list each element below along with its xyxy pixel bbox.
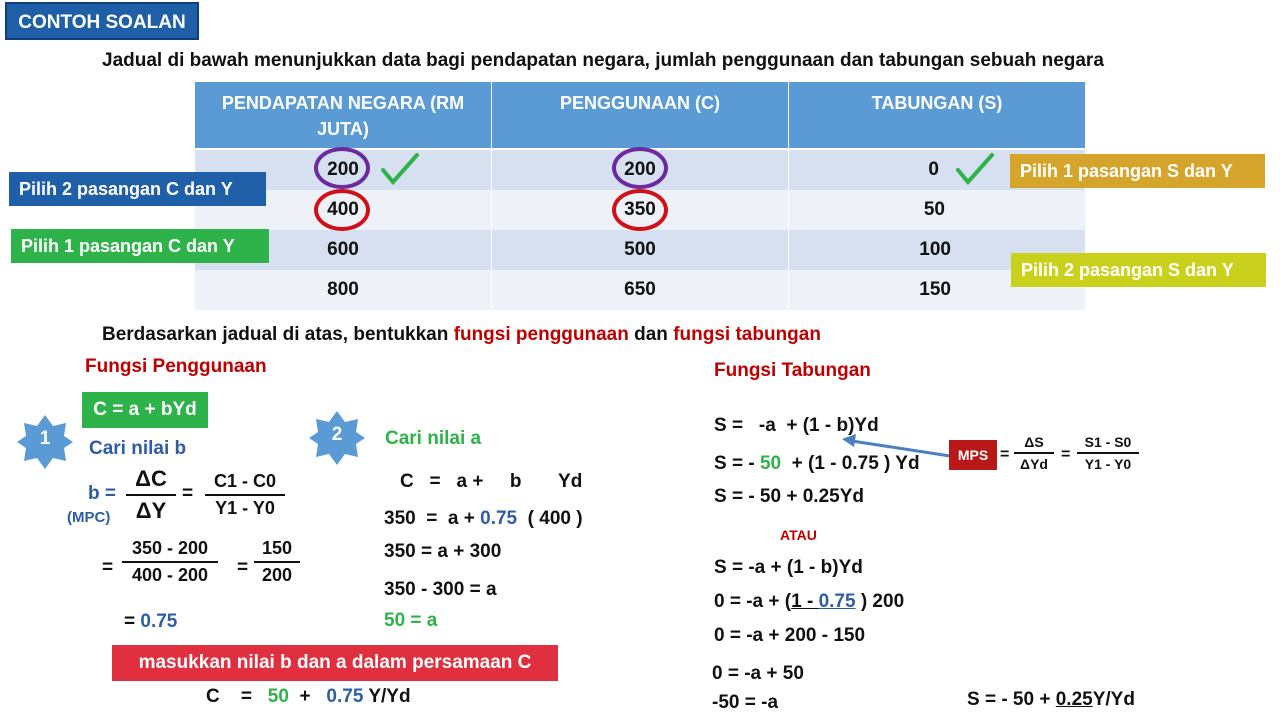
m-line2-one: 1 -: [791, 591, 819, 612]
table-row: [195, 230, 1085, 270]
s-line3: S = - 50 + 0.25Yd: [714, 486, 864, 507]
a-line2-suffix: ( 400 ): [517, 508, 583, 529]
table-cell: 50: [923, 199, 945, 220]
b-eq: b =: [88, 483, 116, 504]
consumption-formula: C = a + bYd: [82, 392, 208, 428]
intro-text: Jadual di bawah menunjukkan data bagi pendapatan negara, jumlah penggunaan dan tabungan sebuah negara: [102, 50, 1104, 71]
circle-highlight: [612, 147, 668, 189]
fraction-simplified: [254, 538, 300, 586]
consumption-heading: Fungsi Penggunaan: [85, 356, 267, 377]
m-line2: [714, 591, 904, 613]
s-final-b: 0.25: [1055, 689, 1093, 710]
question-prefix: Berdasarkan jadual di atas, bentukkan: [102, 324, 454, 345]
table-header-saving: TABUNGAN (S): [789, 82, 1085, 148]
equals: =: [1000, 446, 1010, 463]
a-line2-prefix: 350 = a +: [384, 508, 481, 529]
label-pick1-sy: Pilih 1 pasangan S dan Y: [1010, 154, 1265, 188]
table-row: [195, 270, 1085, 310]
table-cell: 500: [624, 239, 656, 260]
step1-number: 1: [39, 428, 51, 449]
step1-label: Cari nilai b: [89, 438, 187, 459]
circle-highlight: [612, 189, 668, 231]
table-cell: 400: [327, 199, 359, 220]
m-line2-suffix: ) 200: [855, 591, 905, 612]
final-plus: +: [288, 686, 327, 707]
equals: =: [102, 557, 114, 578]
page-title: CONTOH SOALAN: [5, 2, 199, 40]
table-cell: 150: [919, 279, 951, 300]
saving-final: [967, 689, 1135, 711]
table-header-income: PENDAPATAN NEGARA (RM JUTA): [195, 82, 491, 148]
m-line3: 0 = -a + 200 - 150: [714, 625, 866, 646]
label-pick2-sy: Pilih 2 pasangan S dan Y: [1011, 253, 1266, 287]
check-icon: [955, 150, 995, 186]
a-line4: 350 - 300 = a: [384, 579, 497, 600]
frac-num: ΔS: [1024, 434, 1044, 450]
equals: =: [237, 557, 249, 578]
equals: =: [1061, 446, 1071, 463]
fraction-dc-dy: [126, 466, 176, 524]
a-line1: C = a + b Yd: [400, 471, 583, 492]
m-line5: -50 = -a: [712, 692, 779, 713]
frac-den: Y1 - Y0: [1084, 456, 1132, 472]
step2-number: 2: [331, 424, 343, 445]
mps-badge: MPS: [949, 440, 997, 470]
fraction-ds-dyd: [1014, 434, 1054, 472]
circle-highlight: [314, 189, 370, 231]
table-cell: 600: [327, 239, 359, 260]
frac-num: 350 - 200: [131, 538, 209, 558]
table-cell: 350: [624, 199, 656, 220]
b-result-value: 0.75: [140, 611, 178, 632]
circle-highlight: [314, 147, 370, 189]
frac-den: ΔY: [135, 498, 167, 523]
a-line2: [384, 508, 583, 530]
b-result-prefix: =: [124, 611, 141, 632]
table-cell: 650: [624, 279, 656, 300]
label-pick1-cy: Pilih 1 pasangan C dan Y: [11, 229, 269, 263]
arrow-icon: [838, 432, 953, 462]
s-line2-prefix: S = -: [714, 453, 760, 474]
s-line1: S = -a + (1 - b)Yd: [714, 415, 879, 436]
table-cell: 0: [928, 159, 939, 180]
m-line1: S = -a + (1 - b)Yd: [714, 557, 863, 578]
question-text: [102, 324, 821, 346]
s-line2-suffix: + (1 - 0.75 ) Yd: [781, 453, 920, 474]
m-line2-b: 0.75: [818, 591, 856, 612]
equals: =: [182, 483, 194, 504]
a-line3: 350 = a + 300: [384, 541, 502, 562]
mpc-label: (MPC): [67, 509, 111, 526]
saving-heading: Fungsi Tabungan: [714, 360, 871, 381]
question-mid: dan: [628, 324, 674, 345]
insert-label: masukkan nilai b dan a dalam persamaan C: [112, 645, 558, 681]
table-divider: [491, 82, 492, 310]
a-line2-b: 0.75: [480, 508, 518, 529]
table-cell: 200: [624, 159, 656, 180]
step2-label: Cari nilai a: [385, 428, 482, 449]
final-b: 0.75: [326, 686, 364, 707]
s-final-prefix: S = - 50 +: [967, 689, 1056, 710]
frac-den: 400 - 200: [131, 565, 209, 585]
label-pick2-cy: Pilih 2 pasangan C dan Y: [9, 172, 266, 206]
a-line5: 50 = a: [384, 610, 438, 631]
m-line4: 0 = -a + 50: [712, 663, 804, 684]
question-term1: fungsi penggunaan: [453, 324, 629, 345]
frac-den: 200: [261, 565, 293, 585]
frac-num: 150: [261, 538, 293, 558]
table-divider: [788, 82, 789, 310]
fraction-s-y: [1077, 434, 1139, 472]
fraction-values: [122, 538, 218, 586]
frac-num: S1 - S0: [1084, 434, 1132, 450]
table-cell: 100: [919, 239, 951, 260]
table-cell: 200: [327, 159, 359, 180]
consumption-final: [206, 686, 411, 708]
frac-den: Y1 - Y0: [215, 498, 275, 518]
question-term2: fungsi tabungan: [673, 324, 821, 345]
fraction-c-y: [205, 471, 285, 519]
final-suffix: Y/Yd: [363, 686, 411, 707]
frac-den: ΔYd: [1020, 456, 1048, 472]
b-result: [124, 611, 177, 633]
table-header-consumption: PENGGUNAAN (C): [492, 82, 788, 148]
frac-num: C1 - C0: [213, 471, 276, 491]
final-a: 50: [267, 686, 289, 707]
final-prefix: C =: [206, 686, 268, 707]
m-line2-prefix: 0 = -a + (: [714, 591, 792, 612]
s-line2-a: 50: [759, 453, 782, 474]
check-icon: [380, 150, 420, 186]
frac-num: ΔC: [135, 466, 167, 491]
atau-label: ATAU: [780, 527, 817, 543]
table-cell: 800: [327, 279, 359, 300]
s-final-suffix: Y/Yd: [1092, 689, 1135, 710]
